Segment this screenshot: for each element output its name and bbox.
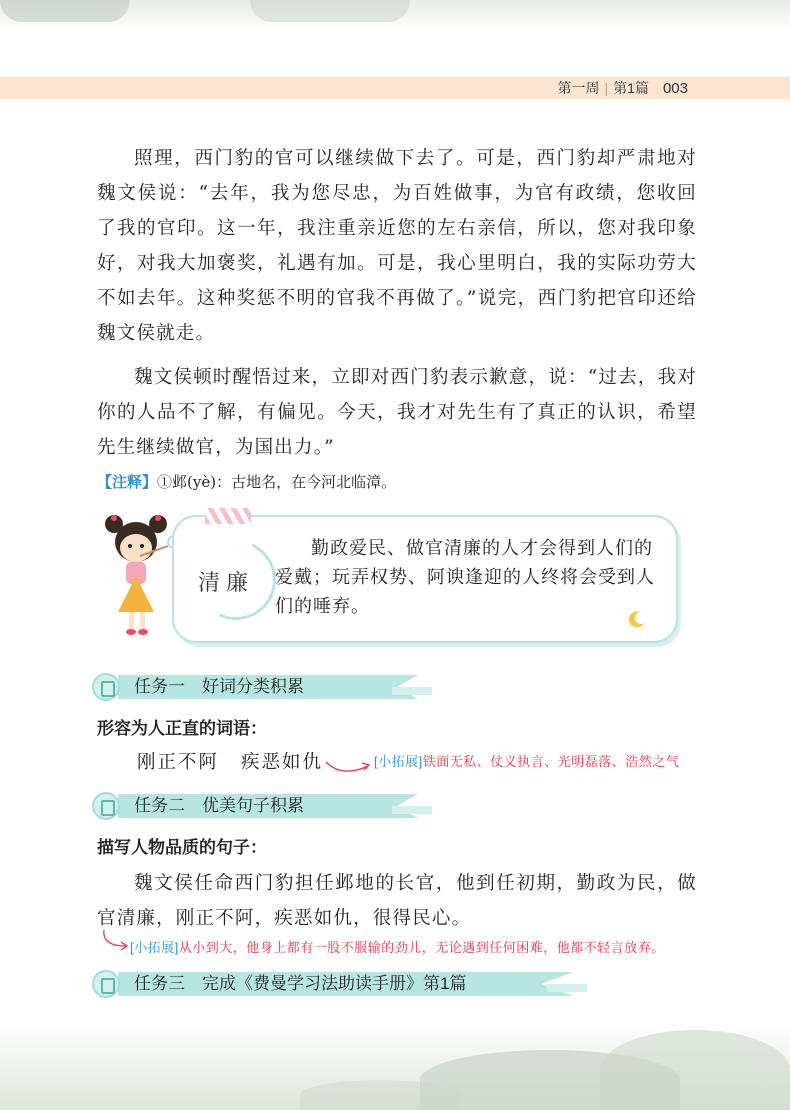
header-chapter: 第1篇 [613, 80, 649, 96]
paragraph-2: 魏文侯顿时醒悟过来，立即对西门豹表示歉意，说：“过去，我对你的人品不了解，有偏见。今天，我才对先生有了真正的认识，希望先生继续做官，为国出力。” [97, 367, 697, 458]
paragraph-1: 照理，西门豹的官可以继续做下去了。可是，西门豹却严肃地对魏文侯说：“去年，我为您尽忠，为百姓做事，为官有政绩，您收回了我的官印。这一年，我注重亲近您的左右亲信，所以，您对我印象好，对我大加褒奖，礼遇有加。可是，我心里明白，我的实际功劳大不如去年。这种奖惩不明的官我不再做了。”说完，西门豹把官印还给魏文侯就走。 [97, 148, 697, 344]
task-2-subhead: 描写人物品质的句子： [97, 838, 267, 857]
annotation-text: ①邺(yè)：古地名，在今河北临漳。 [157, 473, 397, 491]
bottom-ink-painting [0, 1020, 790, 1110]
arrow-icon [100, 928, 130, 954]
virtue-description: 勤政爱民、做官清廉的人才会得到人们的爱戴；玩弄权势、阿谀逢迎的人终将会受到人们的唾弃。 [275, 538, 655, 617]
running-header [558, 77, 688, 99]
ink-brush-stroke [0, 0, 130, 22]
task-1-extension [374, 751, 679, 770]
annotation [97, 470, 396, 495]
task-2-label: 任务二 优美句子积累 [134, 796, 304, 815]
example-sentence: 魏文侯任命西门豹担任邺地的长官，他到任初期，勤政为民，做官清廉，刚正不阿，疾恶如仇，很得民心。 [97, 873, 697, 929]
book-icon [92, 970, 120, 998]
extension-text: 铁面无私、仗义执言、光明磊落、浩然之气 [422, 754, 680, 769]
task-1-label: 任务一 好词分类积累 [134, 677, 304, 696]
extension-tag: [小拓展] [374, 754, 423, 769]
top-ink-painting [0, 0, 790, 30]
task-bar-tail [392, 806, 432, 814]
book-icon [92, 673, 120, 701]
card-stripe-decoration [205, 508, 251, 524]
arrow-icon [324, 756, 372, 778]
ink-hill [600, 1030, 790, 1110]
ink-hill [300, 1080, 460, 1110]
moon-icon [628, 610, 646, 628]
header-week: 第一周 [557, 80, 600, 96]
word-list [137, 748, 345, 774]
header-separator: | [604, 80, 609, 96]
ink-brush-stroke [250, 0, 410, 22]
task-bar-tail [392, 687, 432, 695]
word-item: 疾恶如仇 [241, 752, 324, 773]
extension-tag: [小拓展] [130, 940, 179, 955]
annotation-tag: 【注释】 [97, 474, 158, 491]
task-2-extension [130, 937, 665, 956]
book-icon [92, 792, 120, 820]
task-3-label: 任务三 完成《费曼学习法助读手册》第1篇 [134, 974, 467, 993]
word-item: 刚正不阿 [137, 752, 220, 773]
task-1-subhead: 形容为人正直的词语： [97, 719, 267, 738]
page-number: 003 [662, 80, 688, 97]
extension-text: 从小到大，他身上都有一股不服输的劲儿，无论遇到任何困难，他都不轻言放弃。 [178, 940, 665, 955]
task-bar-tail [547, 984, 587, 992]
virtue-word: 清廉 [198, 571, 255, 596]
